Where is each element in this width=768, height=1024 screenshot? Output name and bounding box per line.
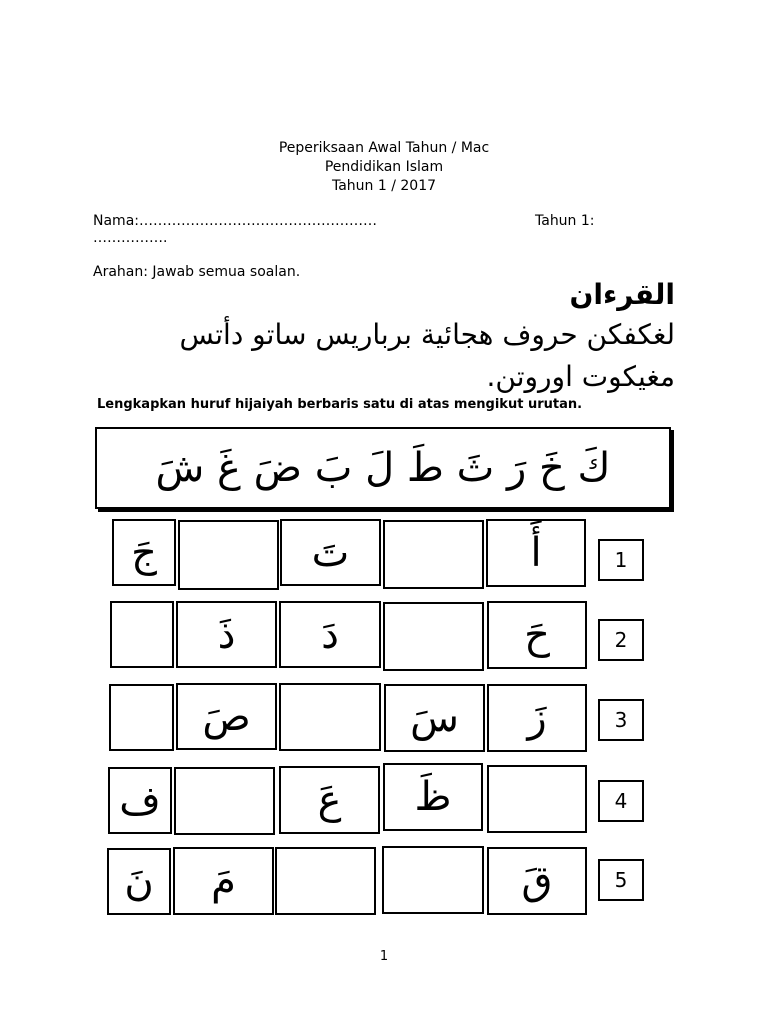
row4-cell3: عَ: [279, 766, 380, 834]
row2-cell1: حَ: [487, 601, 587, 669]
section-desc-line1: لغكفكن حروف هجائية برباريس ساتو دأتس: [179, 318, 675, 351]
letter-bank: كَ خَ رَ ثَ طَ لَ بَ ضَ غَ شَ: [95, 427, 671, 509]
row1-cell5: جَ: [112, 519, 176, 586]
row4-cell1[interactable]: [487, 765, 587, 833]
row4-cell4[interactable]: [174, 767, 275, 835]
row3-cell5[interactable]: [109, 684, 174, 751]
row5-cell1: قَ: [487, 847, 587, 915]
row2-cell3: دَ: [279, 601, 381, 668]
row5-cell3[interactable]: [275, 847, 376, 915]
task-label: Lengkapkan huruf hijaiyah berbaris satu di atas mengikut urutan.: [97, 397, 583, 412]
row1-cell3: تَ: [280, 519, 381, 586]
page-number: 1: [379, 949, 389, 964]
class-field-dots: …………….: [93, 230, 168, 246]
row3-number: 3: [598, 699, 644, 741]
row4-cell2: ظَ: [383, 763, 483, 831]
exam-title: Peperiksaan Awal Tahun / Mac: [278, 140, 490, 156]
row3-cell1: زَ: [487, 684, 587, 752]
row5-cell4: مَ: [173, 847, 274, 915]
row1-cell2[interactable]: [383, 520, 484, 589]
row3-cell2: سَ: [384, 684, 485, 752]
row2-cell2[interactable]: [383, 602, 484, 671]
year-title: Tahun 1 / 2017: [331, 178, 437, 194]
row1-cell1: أَ: [486, 519, 586, 587]
row1-number: 1: [598, 539, 644, 581]
row5-cell2[interactable]: [382, 846, 484, 914]
row4-cell5: ف: [108, 767, 172, 834]
row1-cell4[interactable]: [178, 520, 279, 590]
row3-cell4: صَ: [176, 683, 277, 750]
class-field: Tahun 1:: [535, 213, 595, 229]
row3-cell3[interactable]: [279, 683, 381, 751]
subject-title: Pendidikan Islam: [324, 159, 444, 175]
name-field: Nama:……………………………………………: [93, 213, 377, 229]
section-title: القرءان: [569, 278, 675, 311]
section-desc-line2: مغيکوت اوروتن.: [486, 360, 675, 393]
instruction-text: Arahan: Jawab semua soalan.: [93, 264, 301, 280]
row5-number: 5: [598, 859, 644, 901]
row2-cell5[interactable]: [110, 601, 174, 668]
row2-number: 2: [598, 619, 644, 661]
row5-cell5: نَ: [107, 848, 171, 915]
row4-number: 4: [598, 780, 644, 822]
row2-cell4: ذَ: [176, 601, 277, 668]
